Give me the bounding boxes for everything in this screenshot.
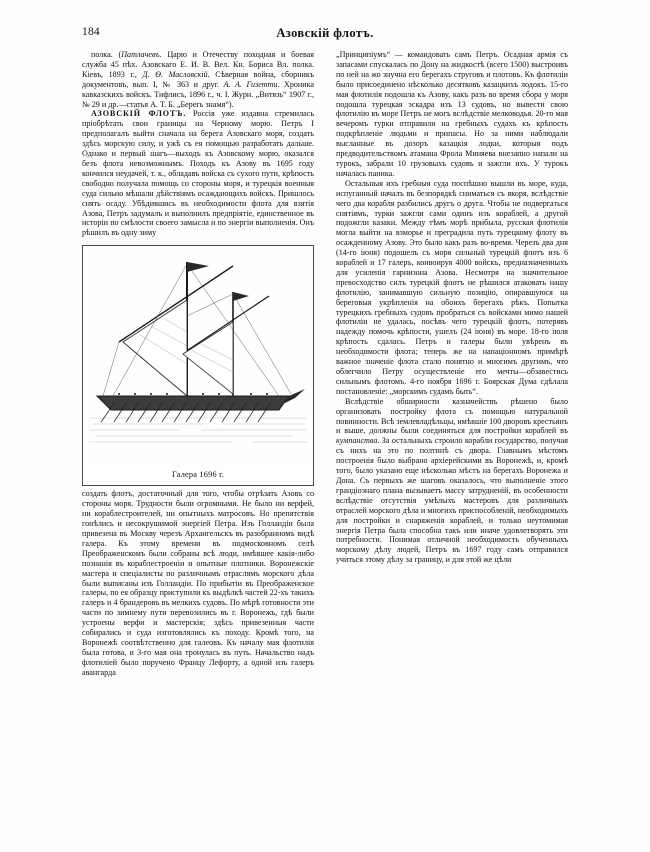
right-column [336, 50, 568, 565]
paragraph-section-start: АЗОВСКІЙ ФЛОТЪ. Россія уже издавна стремилась пріобрѣтать свои границы на Черному морю. Петръ I предполагалъ выйти сначала на берега Азовскаго моря, создать здѣсь морскую силу, и ужѣ съ ея помощью разработать дальше. Однако и первый шагъ—выходъ къ Азовскому морю, оказался безъ флота невозможнымъ. Походъ къ Азову въ 1695 году кончился неудачей, т. к., обладавъ войска съ сухого пути, крѣпость свободно получала помощь со стороны моря, и турецкія военныя суда сильно мѣшали дѣйствіямъ осаждающихъ войскъ. Пришлось снять осаду. Убѣдившись въ необходимости флота для взятія Азова, Петръ задумалъ и выполнилъ предпріятіе, единственное въ исторіи по смѣлости своего замысла и по энергіи выполненія. Онъ рѣшилъ въ одну зиму [82, 109, 315, 238]
figure-galley [82, 245, 314, 486]
figure-caption: Галера 1696 г. [171, 470, 225, 480]
left-column [82, 50, 314, 678]
page-number: 184 [82, 26, 100, 38]
paragraph: Вслѣдствіе обширности казначействъ рѣшено было организовать постройку флота съ помощью натуральной повинности. Всѣ землевладѣльцы, имѣвшіе 100 дворовъ крестьянъ и выше, должны были соединяться для постройки кораблей въ кумпанства. За остальныхъ строило корабли государство, получая съ нихъ на это по полтинѣ съ двора. Главнымъ мѣстомъ построенія было выбрано архіерейскими въ Воронежѣ, и, кромѣ того, было указано еще нѣсколько мѣстъ на берегахъ Воронежа и Дона. Съ первыхъ же шаговъ оказалось, что выполненіе этого грандіознаго плана вызываетъ массу затрудненій, въ особенности вслѣдствіе отсутствія умѣлыхъ мастеровъ для различныхъ отраслей морского дѣла и многихъ приспособленій, необходимыхъ для постройки и снаряженія кораблей, и только неутомимая энергія Петра была способна такъ или иначе удовлетворять эти потребности. Понимая отличной необходимость обученныхъ морскому дѣлу людей, Петръ въ 1697 году самъ отправился учиться этому дѣлу за границу, и для этой же цѣли [336, 396, 568, 565]
paragraph: полка. (Патлачевъ. Царю и Отечеству походная и боевая служба 45 пѣх. Азовскаго Е. И. В. Вел. Кн. Бориса Вл. полка. Кіевъ, 1893 г., Д. Ѳ. Масловскій. Сѣверная война, сборникъ документовъ, вып. I, № 363 и друг. А. А. Гизетти. Хроника кавказскихъ войскъ. Тифлисъ, 1896 г., ч. I. Журн. „Витязь“ 1907 г., № 29 и др.—статья А. Т. Б. „Берегь знамя“). [82, 50, 314, 109]
paragraph: „Принципіумъ“ — командовать самъ Петръ. Осадная армія съ запасами спускалась по Дону на жидкостѣ (всего 1500) выстроивъ по ней на жо знучна его берегахъ струговъ и плотовъ. Къ флотиліи было присоединено нѣсколько десятковъ казацкихъ лодокъ. 15-го мая флотилія подошла къ Азову, какъ разъ во время сбора у моря подошла турецкая эскадра изъ 13 судовъ, но вывести свою флотилію въ море Петръ не могъ вслѣдствіе мелководья. 20-го мая вечеромъ турки отправили на гребныхъ судахъ къ крѣпость подкрѣпленіе людьми и припасы. Но за ними наблюдали высланные въ дозоръ казацкія лодки, которыя подъ предводительствомъ атамана Фрола Миняева внезапно напали на турокъ, забрали 10 грузовыхъ судовъ и зажгли ихъ. У турокъ началась паника. [336, 50, 568, 178]
galley-engraving [83, 246, 313, 468]
paragraph: создать флотъ, достаточный для того, чтобы отрѣзать Азовъ со стороны моря. Трудности были огромными. Не было ни верфей, ни кораблестроителей, ни опытныхъ матросовъ. Но препятствія гонѣлись и несокрушимой энергіей Петра. Изъ Голландіи была привезена въ Москву черезъ Архангельскъ въ разобранномъ видѣ галера. Къ этому времени въ подмосковномъ селѣ Преображенскомъ были собраны всѣ люди, имѣвшее какія-либо познанія въ кораблестроеніи и опытные плотники. Воронежскіе мастера и спеціалисты по различнымъ отраслямъ морского дѣла были выписаны изъ Голландіи. По прибытіи въ Преображенское галеры, по ея образцу приступили къ выдѣлкѣ частей 22-хъ такихъ галеръ и 4 брандеровъ въ мелкихъ судовъ. По мѣрѣ готовности эти части по зимнему пути перевозились въ г. Воронежъ, гдѣ были устроены верфи и мастерскія; здѣсь привезенныя части собирались и суда изготовлялись къ походу. Кромѣ того, на Воронежѣ соотвѣтственно для галеовъ. Къ началу мая флотилія была готова, и 3-го мая она тронулась въ путь. Начальство надъ флотиліей было поручено Францу Лефорту, а одной изъ галеръ авангарда [82, 489, 314, 677]
galley-illustration [83, 246, 313, 468]
paragraph: Остальныя ихъ гребныя суда поспѣшно вышли въ море, куда, испуганный началъ въ безпорядкѣ сниматься съ якоря, вслѣдствіе чего два корабля разбились другъ о друга. Чтобы не подвергаться снятіямъ, турки зажгли сами одинъ изъ кораблей, а другой подожгли казаки. Между тѣмъ морѣ прибыла, русская флотилія могла выйти на взморье и преградила путь турецкому флоту въ осажденному Азову. Это было какъ разъ во-время. Черезъ два дня (14-го іюня) подошелъ съ моря сильный турецкій флотъ изъ 6 кораблей и 17 галеръ, конвоируя 4000 войскъ, предназначенныхъ для усиленія гарнизона Азова. Несмотря на значительное превосходство силъ турецкій флотъ не рѣшился атаковать нашу флотилію, занимавшую сильную позицію, опиравшуюся на береговыя укрѣпленія на обоихъ берегахъ рѣкъ. Попытка турецкихъ гребныхъ судовъ пробраться съ войсками мимо нашей флотиліи не удалась, посѣвъ чего турецкій флотъ, потерявъ надежду помочь крѣпости, ушелъ (24 іюня) въ море. 18-го іюля крѣпость сдалась. Петръ и галеры были увѣренъ въ необходимости флота; теперь же на напаціонномъ примѣрѣ важное значеніе флота стало понятно и многимъ другимъ, что облегчило Петру осуществленіе его мечты—обзавестись сильнымъ флотомъ. 4-го ноября 1696 г. Боярская Дума сдѣлала постановленіе: „морскимъ судамъ быть“. [336, 178, 568, 396]
text-columns [82, 50, 568, 840]
page-header [82, 26, 568, 44]
running-title: Азовскій флотъ. [276, 26, 374, 40]
